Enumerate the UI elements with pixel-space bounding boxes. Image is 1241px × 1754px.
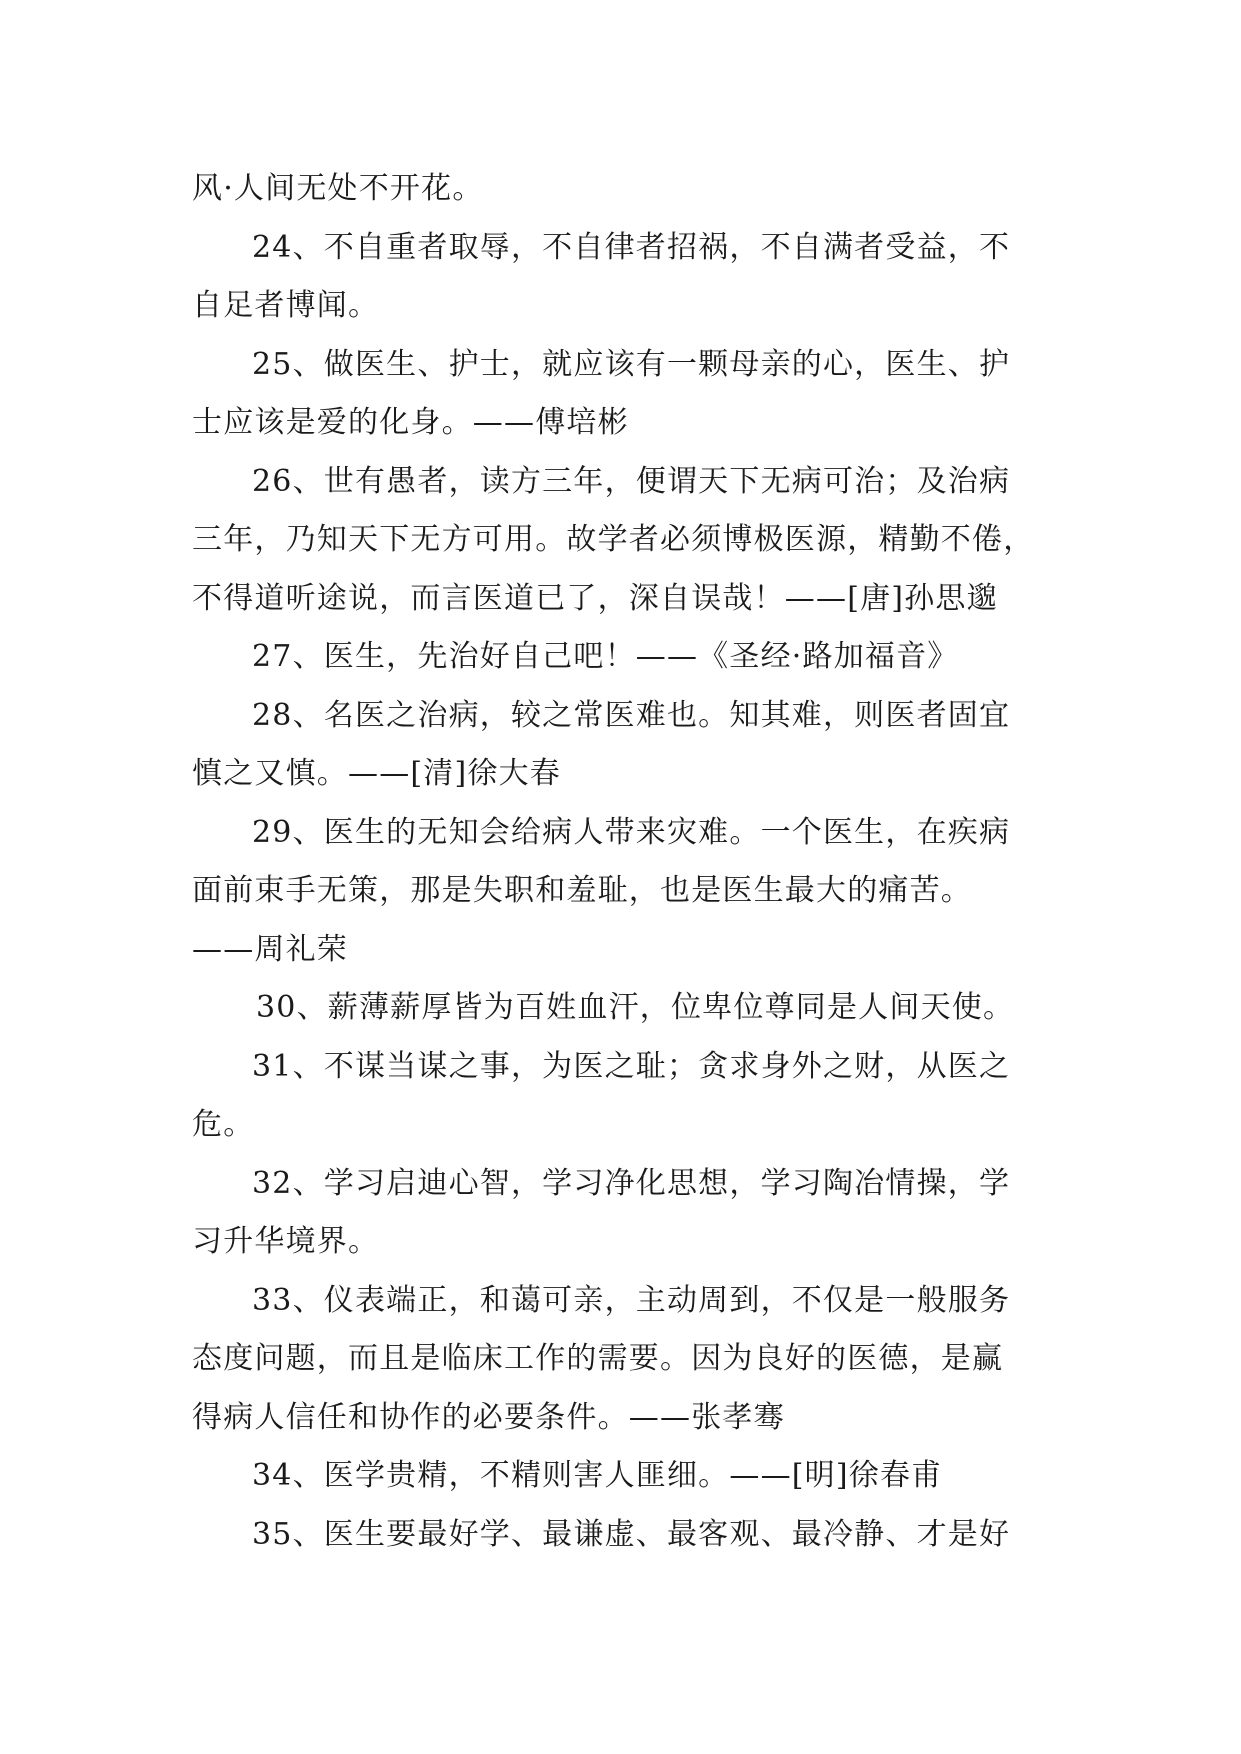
- quote-32-line-2: 习升华境界。: [192, 1224, 380, 1259]
- document-body: [192, 160, 1052, 1564]
- quote-33-line-2: 态度问题，而且是临床工作的需要。因为良好的医德，是赢: [192, 1341, 1004, 1376]
- quote-33-line-3: 得病人信任和协作的必要条件。——张孝骞: [192, 1399, 785, 1435]
- quote-25-line-2: 士应该是爱的化身。——傅培彬: [192, 405, 629, 440]
- quote-28-line-1: 28、名医之治病，较之常医难也。知其难，则医者固宜: [252, 697, 1011, 733]
- text-line: 风·人间无处不开花。: [192, 171, 484, 206]
- quote-35-line-1: 35、医生要最好学、最谦虚、最客观、最冷静、才是好: [252, 1516, 1011, 1552]
- quote-34-line-1: 34、医学贵精，不精则害人匪细。——[明]徐春甫: [252, 1458, 943, 1493]
- quote-33-line-1: 33、仪表端正，和蔼可亲，主动周到，不仅是一般服务: [252, 1282, 1011, 1318]
- quote-30-line-1: 30、薪薄薪厚皆为百姓血汗，位卑位尊同是人间天使。: [256, 990, 1015, 1025]
- quote-26-line-2: 三年，乃知天下无方可用。故学者必须博极医源，精勤不倦，: [192, 522, 1035, 557]
- quote-26-line-3: 不得道听途说，而言医道已了，深自误哉！——[唐]孙思邈: [192, 580, 998, 616]
- quote-31-line-2: 危。: [192, 1107, 255, 1142]
- quote-24-line-1: 24、不自重者取辱，不自律者招祸，不自满者受益，不: [252, 229, 1011, 265]
- quote-29-line-1: 29、医生的无知会给病人带来灾难。一个医生，在疾病: [252, 814, 1011, 850]
- quote-28-line-2: 慎之又慎。——[清]徐大春: [192, 756, 562, 791]
- quote-29-line-3: ——周礼荣: [192, 931, 348, 967]
- quote-32-line-1: 32、学习启迪心智，学习净化思想，学习陶冶情操，学: [252, 1165, 1011, 1201]
- quote-24-line-2: 自足者博闻。: [192, 288, 380, 323]
- quote-27-line-1: 27、医生，先治好自己吧！——《圣经·路加福音》: [252, 639, 959, 674]
- quote-31-line-1: 31、不谋当谋之事，为医之耻；贪求身外之财，从医之: [252, 1048, 1011, 1084]
- quote-25-line-1: 25、做医生、护士，就应该有一颗母亲的心，医生、护: [252, 346, 1011, 382]
- quote-29-line-2: 面前束手无策，那是失职和羞耻，也是医生最大的痛苦。: [192, 873, 972, 908]
- quote-26-line-1: 26、世有愚者，读方三年，便谓天下无病可治；及治病: [252, 463, 1011, 499]
